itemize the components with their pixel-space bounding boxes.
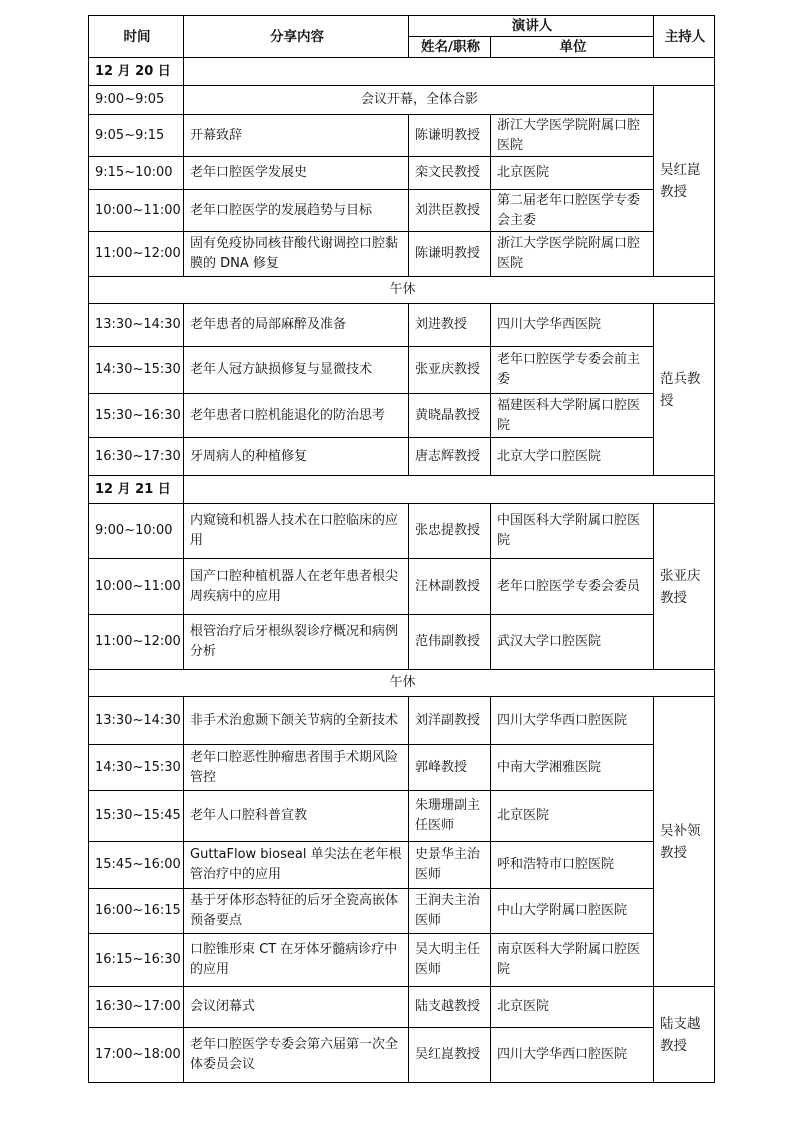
time-cell: 16:00~16:15 <box>89 889 184 934</box>
time-cell: 10:00~11:00 <box>89 559 184 615</box>
content-cell: 老年口腔恶性肿瘤患者围手术期风险管控 <box>184 745 409 791</box>
content-cell: 老年患者的局部麻醉及准备 <box>184 304 409 347</box>
content-cell: 国产口腔种植机器人在老年患者根尖周疾病中的应用 <box>184 559 409 615</box>
unit-cell: 北京大学口腔医院 <box>491 438 654 476</box>
time-cell: 16:15~16:30 <box>89 934 184 987</box>
time-cell: 17:00~18:00 <box>89 1028 184 1083</box>
content-cell: 牙周病人的种植修复 <box>184 438 409 476</box>
unit-cell: 武汉大学口腔医院 <box>491 615 654 670</box>
table-row <box>89 934 715 987</box>
content-cell: 开幕致辞 <box>184 115 409 157</box>
table-row <box>89 1028 715 1083</box>
table-row <box>89 987 715 1028</box>
unit-cell: 第二届老年口腔医学专委会主委 <box>491 190 654 232</box>
day-date: 12 月 20 日 <box>89 58 184 86</box>
unit-cell: 中国医科大学附属口腔医院 <box>491 504 654 559</box>
unit-cell: 浙江大学医学院附属口腔医院 <box>491 232 654 277</box>
speaker-cell: 王润夫主治医师 <box>409 889 491 934</box>
time-cell: 15:30~16:30 <box>89 394 184 438</box>
time-cell: 15:45~16:00 <box>89 842 184 889</box>
time-cell: 14:30~15:30 <box>89 347 184 394</box>
speaker-cell: 吴红崑教授 <box>409 1028 491 1083</box>
time-cell: 9:15~10:00 <box>89 157 184 190</box>
table-row <box>89 115 715 157</box>
speaker-cell: 栾文民教授 <box>409 157 491 190</box>
noon-break: 午休 <box>89 277 715 304</box>
unit-cell: 四川大学华西口腔医院 <box>491 697 654 745</box>
unit-cell: 北京医院 <box>491 791 654 842</box>
table-row <box>89 615 715 670</box>
time-cell: 16:30~17:00 <box>89 987 184 1028</box>
table-row <box>89 438 715 476</box>
speaker-cell: 刘洪臣教授 <box>409 190 491 232</box>
time-cell: 14:30~15:30 <box>89 745 184 791</box>
time-cell: 13:30~14:30 <box>89 697 184 745</box>
table-row <box>89 504 715 559</box>
day-row <box>89 476 715 504</box>
speaker-cell: 陈谦明教授 <box>409 232 491 277</box>
unit-cell: 老年口腔医学专委会委员 <box>491 559 654 615</box>
table-row <box>89 304 715 347</box>
host-cell: 吴红崑教授 <box>654 86 715 277</box>
content-cell: GuttaFlow bioseal 单尖法在老年根管治疗中的应用 <box>184 842 409 889</box>
time-cell: 15:30~15:45 <box>89 791 184 842</box>
table-row <box>89 157 715 190</box>
unit-cell: 福建医科大学附属口腔医院 <box>491 394 654 438</box>
header-unit: 单位 <box>491 37 654 58</box>
time-cell: 9:00~10:00 <box>89 504 184 559</box>
speaker-cell: 朱珊珊副主任医师 <box>409 791 491 842</box>
speaker-cell: 刘进教授 <box>409 304 491 347</box>
opening-row <box>89 86 715 115</box>
speaker-cell: 史景华主治医师 <box>409 842 491 889</box>
content-cell: 会议闭幕式 <box>184 987 409 1028</box>
speaker-cell: 刘洋副教授 <box>409 697 491 745</box>
unit-cell: 呼和浩特市口腔医院 <box>491 842 654 889</box>
table-row <box>89 791 715 842</box>
host-cell: 吴补领教授 <box>654 697 715 987</box>
content-cell: 老年人口腔科普宣教 <box>184 791 409 842</box>
unit-cell: 南京医科大学附属口腔医院 <box>491 934 654 987</box>
content-cell: 基于牙体形态特征的后牙全瓷高嵌体预备要点 <box>184 889 409 934</box>
time-cell: 9:05~9:15 <box>89 115 184 157</box>
speaker-cell: 陈谦明教授 <box>409 115 491 157</box>
header-name-title: 姓名/职称 <box>409 37 491 58</box>
time-cell: 9:00~9:05 <box>89 86 184 115</box>
speaker-cell: 范伟副教授 <box>409 615 491 670</box>
table-row <box>89 232 715 277</box>
host-cell: 张亚庆教授 <box>654 504 715 670</box>
host-cell: 范兵教授 <box>654 304 715 476</box>
table-row <box>89 394 715 438</box>
table-row <box>89 889 715 934</box>
time-cell: 13:30~14:30 <box>89 304 184 347</box>
noon-break-row <box>89 277 715 304</box>
content-cell: 内窥镜和机器人技术在口腔临床的应用 <box>184 504 409 559</box>
noon-break-row <box>89 670 715 697</box>
content-cell: 口腔锥形束 CT 在牙体牙髓病诊疗中的应用 <box>184 934 409 987</box>
speaker-cell: 唐志辉教授 <box>409 438 491 476</box>
unit-cell: 老年口腔医学专委会前主委 <box>491 347 654 394</box>
day-row <box>89 58 715 86</box>
speaker-cell: 郭峰教授 <box>409 745 491 791</box>
speaker-cell: 张亚庆教授 <box>409 347 491 394</box>
speaker-cell: 陆支越教授 <box>409 987 491 1028</box>
content-cell: 老年口腔医学专委会第六届第一次全体委员会议 <box>184 1028 409 1083</box>
header-speaker: 演讲人 <box>409 16 654 37</box>
content-cell: 根管治疗后牙根纵裂诊疗概况和病例分析 <box>184 615 409 670</box>
speaker-cell: 吴大明主任医师 <box>409 934 491 987</box>
speaker-cell: 黄晓晶教授 <box>409 394 491 438</box>
header-content: 分享内容 <box>184 16 409 58</box>
header-time: 时间 <box>89 16 184 58</box>
table-row <box>89 697 715 745</box>
unit-cell: 四川大学华西医院 <box>491 304 654 347</box>
content-cell: 非手术治愈颞下颌关节病的全新技术 <box>184 697 409 745</box>
day-date: 12 月 21 日 <box>89 476 184 504</box>
time-cell: 10:00~11:00 <box>89 190 184 232</box>
unit-cell: 北京医院 <box>491 157 654 190</box>
table-row <box>89 745 715 791</box>
schedule-table <box>88 15 715 1083</box>
unit-cell: 中南大学湘雅医院 <box>491 745 654 791</box>
content-cell: 老年人冠方缺损修复与显微技术 <box>184 347 409 394</box>
speaker-cell: 汪林副教授 <box>409 559 491 615</box>
time-cell: 11:00~12:00 <box>89 615 184 670</box>
table-row <box>89 347 715 394</box>
speaker-cell: 张忠提教授 <box>409 504 491 559</box>
noon-break: 午休 <box>89 670 715 697</box>
table-row <box>89 842 715 889</box>
content-cell: 老年患者口腔机能退化的防治思考 <box>184 394 409 438</box>
time-cell: 16:30~17:30 <box>89 438 184 476</box>
content-cell: 老年口腔医学的发展趋势与目标 <box>184 190 409 232</box>
content-cell: 老年口腔医学发展史 <box>184 157 409 190</box>
header-host: 主持人 <box>654 16 715 58</box>
unit-cell: 北京医院 <box>491 987 654 1028</box>
table-row <box>89 190 715 232</box>
host-cell: 陆支越教授 <box>654 987 715 1083</box>
unit-cell: 四川大学华西口腔医院 <box>491 1028 654 1083</box>
table-row <box>89 559 715 615</box>
unit-cell: 中山大学附属口腔医院 <box>491 889 654 934</box>
unit-cell: 浙江大学医学院附属口腔医院 <box>491 115 654 157</box>
opening-text: 会议开幕，全体合影 <box>184 86 654 115</box>
time-cell: 11:00~12:00 <box>89 232 184 277</box>
content-cell: 固有免疫协同核苷酸代谢调控口腔黏膜的 DNA 修复 <box>184 232 409 277</box>
